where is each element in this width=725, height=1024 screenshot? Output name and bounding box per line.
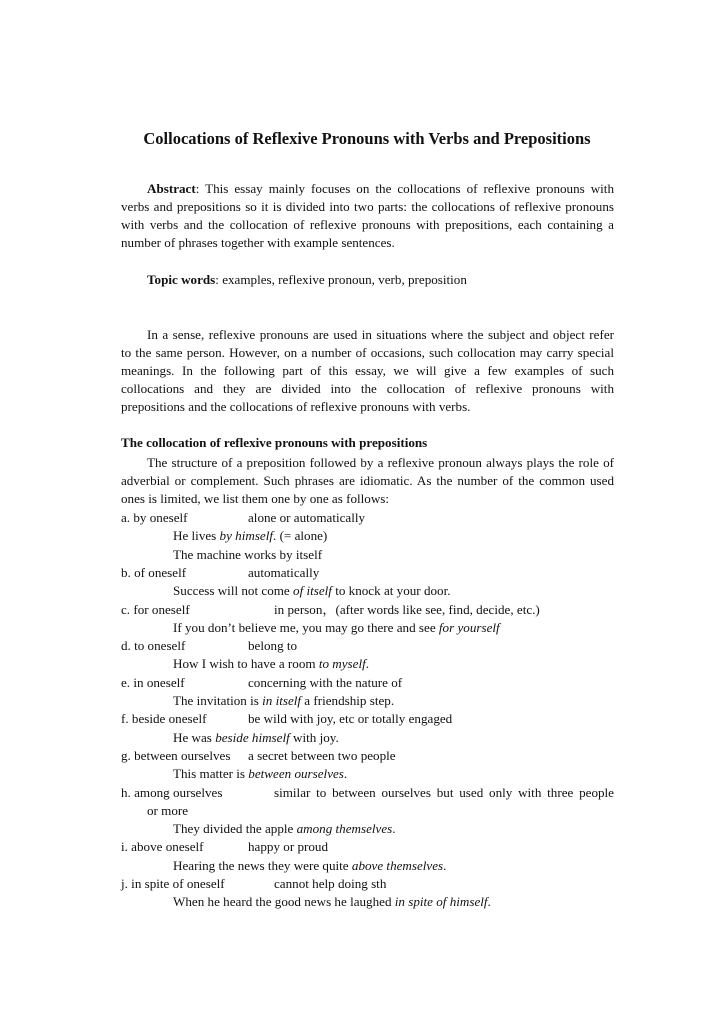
example-emphasis: of itself <box>293 583 332 599</box>
example-emphasis: in spite of himself <box>394 894 488 910</box>
section-intro-text: The structure of a preposition followed by a reflexive pronoun always plays the role of <box>147 455 614 470</box>
intro-line-1 <box>121 326 614 344</box>
section-intro-line-3: ones is limited, we list them one by one as follows: <box>121 491 390 506</box>
example-sentence <box>173 765 347 783</box>
example-sentence <box>173 692 394 710</box>
entry-meaning: concerning with the nature of <box>248 674 403 690</box>
entry-term: d. to oneself <box>121 638 186 654</box>
abstract-label: Abstract <box>147 181 196 196</box>
topic-words <box>147 271 467 289</box>
example-sentence <box>173 619 500 637</box>
topic-words-text: : examples, reflexive pronoun, verb, preposition <box>215 272 467 287</box>
example-text: When he heard the good news he laughed <box>173 894 395 910</box>
entry-term: f. beside oneself <box>121 711 207 727</box>
example-sentence <box>173 729 339 747</box>
example-text-end: . <box>392 821 396 837</box>
example-sentence <box>173 527 327 545</box>
example-text: If you don’t believe me, you may go there and see <box>173 619 439 635</box>
example-sentence <box>173 893 491 911</box>
entry-meaning: similar to between ourselves but used only with three people <box>274 784 614 800</box>
topic-words-label: Topic words <box>147 272 216 287</box>
section-intro-line-2: adverbial or complement. Such phrases are idiomatic. As the number of the common used <box>121 473 614 488</box>
abstract-line-2: verbs and prepositions so it is divided into two parts: the collocations of reflexive pronouns <box>121 199 614 214</box>
example-sentence <box>173 857 446 875</box>
example-emphasis: beside himself <box>215 729 290 745</box>
entry-term: a. by oneself <box>121 510 188 525</box>
entry-meaning: a secret between two people <box>248 747 396 763</box>
example-text: They divided the apple <box>173 821 297 837</box>
entry-meaning: alone or automatically <box>248 510 366 525</box>
entry-meaning: be wild with joy, etc or totally engaged <box>248 711 453 727</box>
abstract-line-4: number of phrases together with example sentences. <box>121 235 395 250</box>
intro-line-2: to the same person. However, on a number of occasions, such collocation may carry special <box>121 345 614 360</box>
entry-meaning: belong to <box>248 638 298 654</box>
example-emphasis: for yourself <box>438 619 500 635</box>
example-emphasis: by himself <box>219 528 274 544</box>
example-text-end: . <box>487 894 491 910</box>
entry-term: i. above oneself <box>121 839 204 855</box>
example-text-end: . <box>443 857 447 873</box>
entry-term: h. among ourselves <box>121 784 223 800</box>
entry-term: c. for oneself <box>121 601 190 617</box>
entry-meaning: automatically <box>248 564 320 580</box>
example-emphasis: among themselves <box>296 821 393 837</box>
intro-line-5: prepositions and the collocations of reflexive pronouns with verbs. <box>121 399 471 414</box>
abstract-text: : This essay mainly focuses on the collocations of reflexive pronouns with <box>195 181 614 196</box>
example-text-end: . (= alone) <box>273 528 328 544</box>
example-text: He lives <box>173 528 220 544</box>
example-sentence <box>173 546 322 564</box>
document-title: Collocations of Reflexive Pronouns with Verbs and Prepositions <box>143 129 591 148</box>
example-text: Hearing the news they were quite <box>173 857 352 873</box>
entry-meaning: happy or proud <box>248 839 329 855</box>
entry-term: j. in spite of oneself <box>121 876 225 891</box>
section-intro-line-1 <box>121 454 614 472</box>
example-text: The machine works by itself <box>173 546 323 562</box>
section-heading: The collocation of reflexive pronouns with prepositions <box>121 435 428 450</box>
example-sentence <box>173 655 369 673</box>
example-text-end: with joy. <box>289 729 339 745</box>
abstract-line-3: with verbs and the collocation of reflexive pronouns with prepositions, each containing a <box>121 217 614 232</box>
entry-term: g. between ourselves <box>121 747 231 763</box>
example-text: How I wish to have a room <box>173 656 319 672</box>
intro-line-4: collocations and they are divided into the collocation of reflexive pronouns with <box>121 381 614 396</box>
example-text-end: to knock at your door. <box>331 583 451 599</box>
example-emphasis: between ourselves <box>248 766 344 782</box>
example-text-end: a friendship step. <box>301 693 395 708</box>
entry-meaning-continued: or more <box>147 802 189 818</box>
entry-meaning: in person，(after words like see, find, decide, etc.) <box>274 601 540 617</box>
example-text: This matter is <box>173 766 249 782</box>
example-sentence <box>173 582 451 600</box>
entry-term: b. of oneself <box>121 564 187 580</box>
example-emphasis: in itself <box>262 693 302 708</box>
example-text: The invitation is <box>173 693 263 708</box>
example-text: He was <box>173 729 216 745</box>
entry-meaning: cannot help doing sth <box>274 876 387 891</box>
entry-term: e. in oneself <box>121 674 185 690</box>
intro-line-3: meanings. In the following part of this essay, we will give a few examples of such <box>121 363 614 378</box>
example-text: Success will not come <box>173 583 294 599</box>
example-text-end: . <box>365 656 370 672</box>
example-text-end: . <box>343 766 348 782</box>
example-emphasis: above themselves <box>351 857 444 873</box>
abstract-line-1 <box>121 180 614 198</box>
intro-text: In a sense, reflexive pronouns are used in situations where the subject and object refer <box>147 327 614 342</box>
example-emphasis: to myself <box>318 656 366 672</box>
example-sentence <box>173 820 396 838</box>
